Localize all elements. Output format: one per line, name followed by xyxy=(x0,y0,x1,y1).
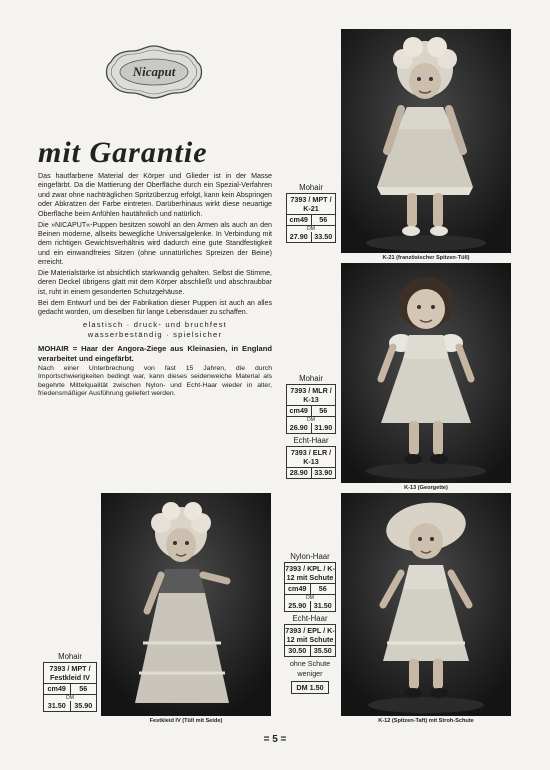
size-row: cm49 56 xyxy=(287,214,335,225)
price-header: Nylon-Haar xyxy=(290,552,330,561)
currency-label: DM xyxy=(285,594,335,601)
price-box-k21 xyxy=(286,183,336,243)
size-row: cm49 56 xyxy=(44,683,96,694)
photo-doll-festkleid xyxy=(101,493,271,716)
logo-text: Nicaput xyxy=(132,64,176,79)
feature-lines xyxy=(38,320,272,340)
mohair-note: Nach einer Unterbrechung von fast 15 Jahren, die durch Importschwierigkeiten bedingt war, kann dieses seidenweiche Material als begehrte Mittelqualität zwischen Nylon- und Echt-Haar wieder in alter, friedensmäßiger Ausführung geliefert werden. xyxy=(38,365,272,397)
price-box-k12 xyxy=(284,552,336,694)
article-code: 7393 / EPL / K-12 mit Schute xyxy=(285,626,335,644)
price-row: 27.90 33.50 xyxy=(287,232,335,242)
photo-doll-k12 xyxy=(341,493,511,716)
photo-doll-k13 xyxy=(341,263,511,483)
price-row: 25.90 31.50 xyxy=(285,601,335,611)
price-row: 30.50 35.50 xyxy=(285,645,335,656)
currency-label: DM xyxy=(44,694,96,701)
price-header-alt: Echt-Haar xyxy=(293,436,329,445)
price-table-alt xyxy=(286,446,336,479)
price-table xyxy=(286,384,336,434)
price-table xyxy=(43,662,97,712)
currency-label: DM xyxy=(287,225,335,232)
price-header: Mohair xyxy=(299,374,323,383)
article-code: 7393 / MPT / Festkleid IV xyxy=(49,664,91,682)
photo-doll-k21 xyxy=(341,29,511,253)
article-code: 7393 / KPL / K-12 mit Schute xyxy=(285,564,335,582)
article-code: 7393 / MPT / K-21 xyxy=(290,195,332,213)
feature-line: wasserbeständig · spielsicher xyxy=(87,329,223,339)
without-hat-price: DM 1.50 xyxy=(291,681,328,694)
page-title: mit Garantie xyxy=(38,136,208,169)
size-row: cm49 56 xyxy=(285,583,335,594)
without-hat-note: ohne Schute weniger xyxy=(289,659,331,678)
price-table-alt xyxy=(284,624,336,657)
price-row: 28.90 33.90 xyxy=(287,467,335,478)
price-table xyxy=(284,562,336,612)
price-box-k13 xyxy=(286,374,336,479)
price-row: 31.50 35.90 xyxy=(44,701,96,711)
price-header-alt: Echt-Haar xyxy=(292,614,328,623)
caption-k12: K-12 (Spitzen-Taft) mit Stroh-Schute xyxy=(378,718,474,724)
caption-k21: K-21 (französischer Spitzen-Tüll) xyxy=(382,255,470,261)
paragraph: Die Materialstärke ist absichtlich starkwandig gehalten. Selbst die Stimme, deren Deckel übrigens glatt mit dem Körper abschließt und abschraubbar ist, ruht in einem gesonderten Schutzgehäuse. xyxy=(38,269,272,296)
paragraph: Bei dem Entwurf und bei der Fabrikation dieser Puppen ist auch an alles gedacht worden, um dieselben für lange Lebensdauer zu schaffen. xyxy=(38,298,272,317)
page-number: = 5 = xyxy=(263,734,287,745)
body-text xyxy=(38,172,272,399)
price-box-festkleid xyxy=(43,652,97,712)
price-row: 26.90 31.90 xyxy=(287,423,335,433)
mohair-definition: MOHAIR = Haar der Angora-Ziege aus Kleinasien, in England verarbeitet und eingefärbt. xyxy=(38,343,272,363)
caption-festkleid: Festkleid IV (Tüll mit Seide) xyxy=(149,718,223,724)
size-row: cm49 56 xyxy=(287,405,335,416)
nicaput-logo xyxy=(103,44,205,100)
article-code: 7393 / MLR / K-13 xyxy=(290,386,332,404)
paragraph: Das hautfarbene Material der Körper und Glieder ist in der Masse eingefärbt. Da die Mattierung der Oberfläche durch ein Spezial-Verfahren und zwar ohne nachträglichen Spritzüberzug erfolgt, kann kein Abspringen oder Abkratzen der Farbe eintreten. Darüberhinaus wirkt diese neuartige Oberfläche beim Anfühlen hautähnlich und natürlich. xyxy=(38,172,272,218)
paragraph: Die »NICAPUT«-Puppen besitzen sowohl an den Armen als auch an den Beinen moderne, allseits bewegliche Universalgelenke. In Verbindung mit dem richtigen Gewichtsverhältnis wird dadurch eine gute Standfestigkeit und ein einwandfreies Sitzen (ohne unnatürliches Spreizen der Beine) erreicht. xyxy=(38,220,272,267)
price-header: Mohair xyxy=(58,652,82,661)
currency-label: DM xyxy=(287,416,335,423)
feature-line: elastisch · druck- und bruchfest xyxy=(83,319,227,329)
price-header: Mohair xyxy=(299,183,323,192)
article-code: 7393 / ELR / K-13 xyxy=(290,448,332,466)
price-table xyxy=(286,193,336,243)
caption-k13: K-13 (Georgette) xyxy=(404,485,448,491)
